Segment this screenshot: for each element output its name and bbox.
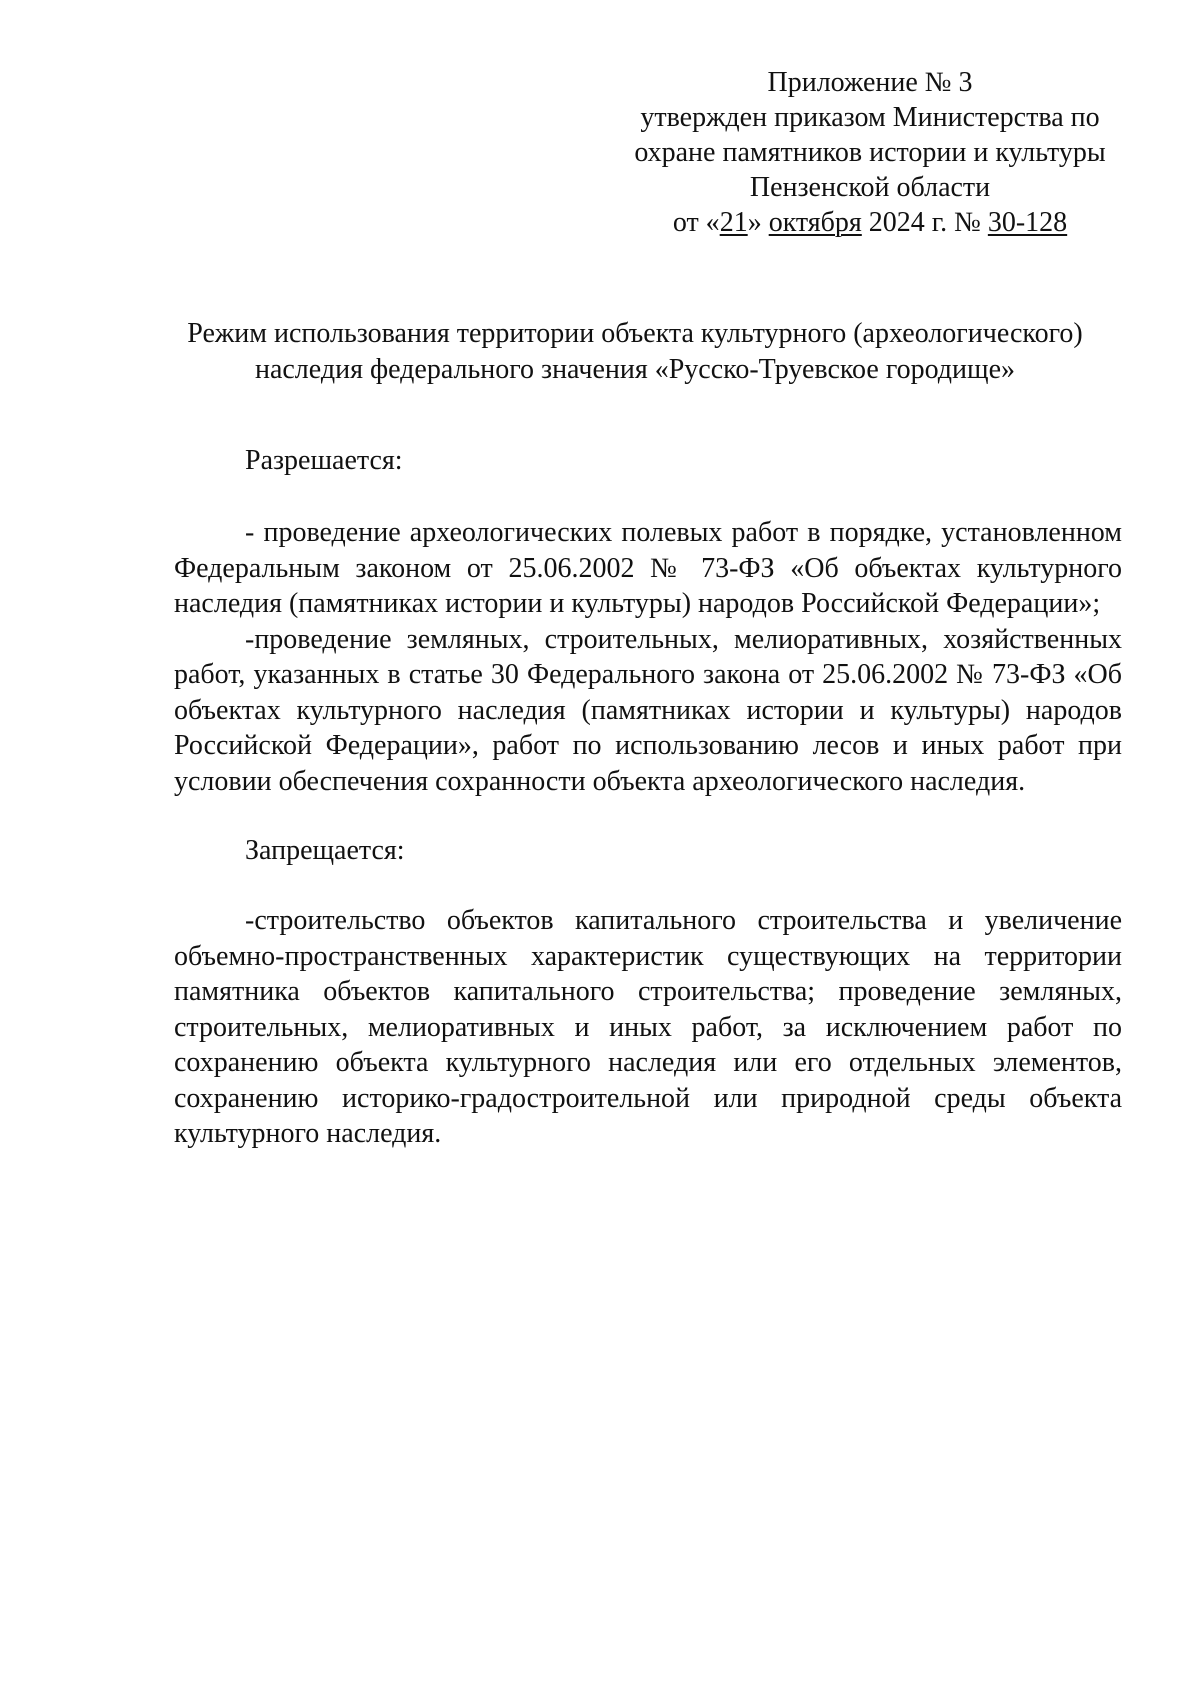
date-day-suffix: » bbox=[747, 207, 769, 238]
title-line-2: наследия федерального значения «Русско-Труевское городище» bbox=[254, 354, 1016, 385]
allowed-item-2-line: условии обеспечения сохранности объекта археологического наследия. bbox=[174, 765, 1026, 797]
forbidden-item-1-line: -строительство объектов капитального строительства и увеличение bbox=[245, 905, 1122, 936]
appendix-ministry-line: охране памятников истории и культуры bbox=[634, 137, 1106, 168]
allowed-item-1-line: Федеральным законом от 25.06.2002 № 73-ФЗ «Об объектах культурного bbox=[174, 552, 1122, 584]
allowed-item-2-line: объектах культурного наследия (памятниках истории и культуры) народов bbox=[174, 694, 1122, 726]
appendix-date-line bbox=[620, 205, 1120, 240]
forbidden-section bbox=[174, 903, 1122, 1152]
appendix-stamp bbox=[620, 65, 1120, 240]
date-year: 2024 г. № bbox=[861, 207, 988, 238]
date-month: октября bbox=[768, 207, 862, 238]
appendix-region-line: Пензенской области bbox=[749, 172, 991, 203]
allowed-item-1-line: - проведение археологических полевых работ в порядке, установленном bbox=[245, 517, 1122, 548]
appendix-number: Приложение № 3 bbox=[767, 67, 973, 98]
allowed-item-1-line: наследия (памятниках истории и культуры) народов Российской Федерации»; bbox=[174, 588, 1101, 619]
allowed-item-2-line: -проведение земляных, строительных, мелиоративных, хозяйственных bbox=[245, 623, 1122, 655]
forbidden-item-1-line: сохранению историко-градостроительной или природной среды объекта bbox=[174, 1082, 1122, 1114]
document-title bbox=[150, 316, 1120, 388]
forbidden-item-1-line: объемно-пространственных характеристик существующих на территории bbox=[174, 940, 1122, 972]
forbidden-item-1-line: сохранению объекта культурного наследия или его отдельных элементов, bbox=[174, 1047, 1122, 1078]
order-number: 30-128 bbox=[987, 207, 1068, 238]
allowed-item-2-line: работ, указанных в статье 30 Федерального закона от 25.06.2002 № 73-ФЗ «Об bbox=[174, 659, 1122, 690]
forbidden-item-1 bbox=[174, 903, 1122, 1152]
date-prefix: от « bbox=[672, 207, 720, 238]
date-day: 21 bbox=[719, 207, 748, 238]
forbidden-item-1-line: культурного наследия. bbox=[174, 1118, 442, 1149]
forbidden-item-1-line: строительных, мелиоративных и иных работ, за исключением работ по bbox=[174, 1011, 1122, 1043]
allowed-item-2 bbox=[174, 622, 1122, 800]
appendix-approval-line: утвержден приказом Министерства по bbox=[640, 102, 1100, 133]
title-line-1: Режим использования территории объекта культурного (археологического) bbox=[187, 318, 1083, 349]
forbidden-item-1-line: памятника объектов капитального строительства; проведение земляных, bbox=[174, 976, 1122, 1007]
allowed-section bbox=[174, 515, 1122, 799]
allowed-item-2-line: Российской Федерации», работ по использованию лесов и иных работ при bbox=[174, 730, 1122, 761]
forbidden-heading: Запрещается: bbox=[245, 835, 405, 866]
allowed-item-1 bbox=[174, 515, 1122, 622]
allowed-heading: Разрешается: bbox=[245, 445, 403, 476]
